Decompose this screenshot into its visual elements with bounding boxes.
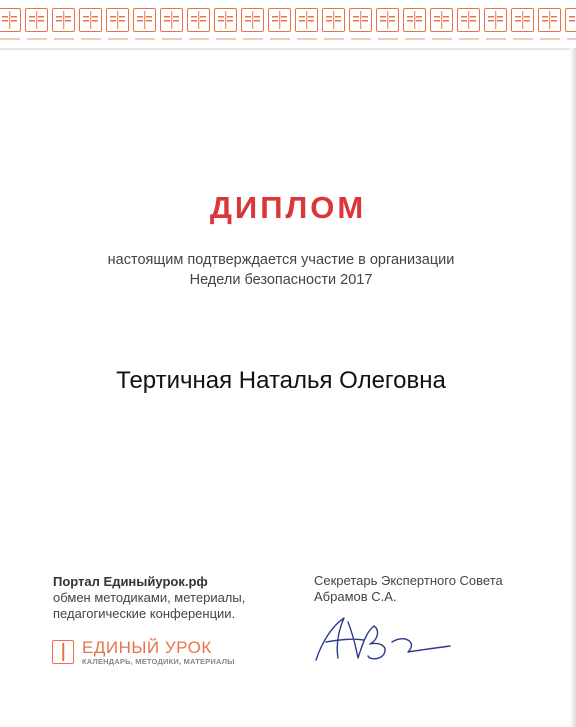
open-book-icon (52, 640, 74, 664)
open-book-icon (538, 8, 561, 32)
logo-text: ЕДИНЫЙ УРОК (82, 638, 212, 657)
edinyi-urok-logo (52, 638, 252, 668)
open-book-icon (349, 8, 372, 32)
open-book-icon (214, 8, 237, 32)
open-book-icon (511, 8, 534, 32)
recipient-name: Тертичная Наталья Олеговна (116, 367, 446, 394)
open-book-icon (322, 8, 345, 32)
open-book-icon (106, 8, 129, 32)
decorative-border (0, 0, 576, 50)
portal-description-1: обмен методиками, метериалы, (53, 590, 246, 605)
open-book-icon (187, 8, 210, 32)
portal-info (53, 574, 293, 622)
open-book-icon (52, 8, 75, 32)
border-book-icons (0, 8, 576, 32)
portal-description-2: педагогические конференции. (53, 606, 236, 621)
open-book-icon (484, 8, 507, 32)
open-book-icon (79, 8, 102, 32)
open-book-icon (565, 8, 576, 32)
signatory-name: Абрамов С.А. (314, 589, 397, 604)
certificate-title: ДИПЛОМ (209, 190, 367, 225)
signatory-position: Секретарь Экспертного Совета (314, 573, 503, 588)
page-edge-shadow (570, 48, 576, 727)
open-book-icon (403, 8, 426, 32)
open-book-icon (295, 8, 318, 32)
open-book-icon (241, 8, 264, 32)
open-book-icon (25, 8, 48, 32)
border-line (0, 38, 576, 40)
open-book-icon (160, 8, 183, 32)
open-book-icon (0, 8, 21, 32)
signatory-info (314, 573, 554, 605)
subtitle-line-1: настоящим подтверждается участие в организации (107, 252, 455, 268)
open-book-icon (268, 8, 291, 32)
subtitle-line-2: Недели безопасности 2017 (189, 272, 373, 288)
certificate-subtitle (0, 250, 562, 290)
open-book-icon (133, 8, 156, 32)
open-book-icon (457, 8, 480, 32)
open-book-icon (376, 8, 399, 32)
open-book-icon (430, 8, 453, 32)
signature-image (308, 612, 458, 667)
portal-name: Портал Единыйурок.рф (53, 574, 208, 589)
logo-tagline: КАЛЕНДАРЬ, МЕТОДИКИ, МАТЕРИАЛЫ (82, 657, 235, 666)
